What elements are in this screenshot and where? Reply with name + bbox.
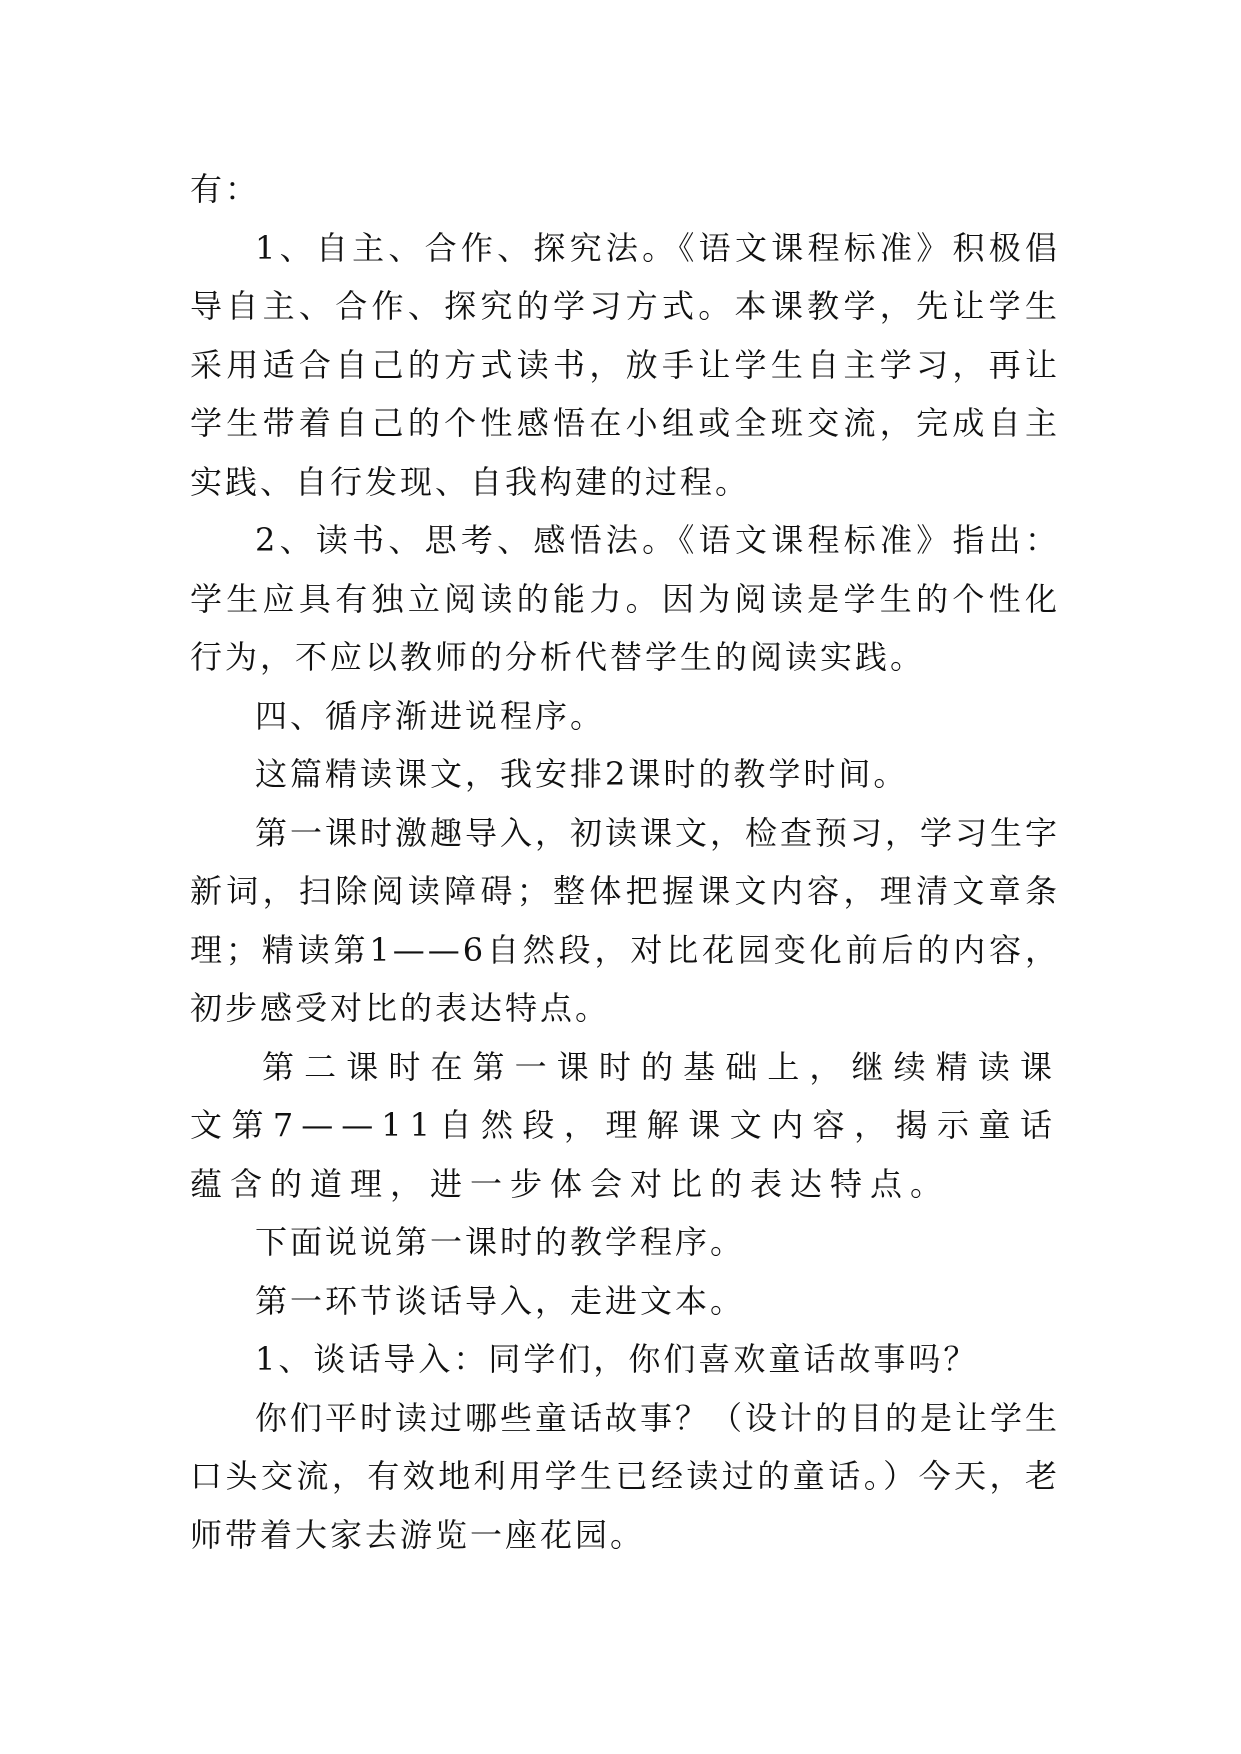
paragraph-continuation: 有：	[190, 170, 261, 208]
paragraph-method-2: 2、读书、思考、感悟法。《语文课程标准》指出：学生应具有独立阅读的能力。因为阅读是学生的个性化行为，不应以教师的分析代替学生的阅读实践。	[190, 521, 1060, 676]
paragraph-procedure-intro: 下面说说第一课时的教学程序。	[255, 1223, 746, 1261]
paragraph-talk-intro: 1、谈话导入：同学们，你们喜欢童话故事吗？	[255, 1340, 979, 1378]
paragraph-second-lesson: 第二课时在第一课时的基础上，继续精读课文第7——11自然段，理解课文内容，揭示童话蕴含的道理，进一步体会对比的表达特点。	[190, 1047, 1060, 1203]
paragraph-method-1: 1、自主、合作、探究法。《语文课程标准》积极倡导自主、合作、探究的学习方式。本课教学，先让学生采用适合自己的方式读书，放手让学生自主学习，再让学生带着自己的个性感悟在小组或全班交流，完成自主实践、自行发现、自我构建的过程。	[190, 228, 1060, 501]
paragraph-lesson-plan: 这篇精读课文，我安排2课时的教学时间。	[255, 755, 909, 793]
paragraph-first-lesson: 第一课时激趣导入，初读课文，检查预习，学习生字新词，扫除阅读障碍；整体把握课文内容，理清文章条理；精读第1——6自然段，对比花园变化前后的内容，初步感受对比的表达特点。	[190, 813, 1061, 1027]
document-body	[190, 160, 1060, 1564]
paragraph-step-one: 第一环节谈话导入，走进文本。	[255, 1281, 746, 1320]
section-heading-procedure: 四、循序渐进说程序。	[255, 696, 606, 735]
paragraph-fairy-tales: 你们平时读过哪些童话故事？（设计的目的是让学生口头交流，有效地利用学生已经读过的童话。）今天，老师带着大家去游览一座花园。	[190, 1398, 1061, 1554]
